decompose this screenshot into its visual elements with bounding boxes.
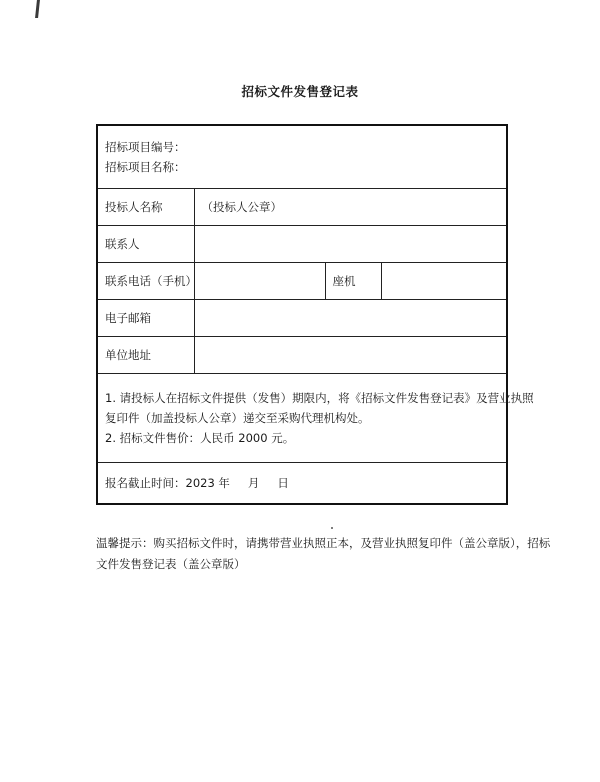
registration-form [96, 124, 534, 505]
deadline-row [97, 463, 507, 505]
scan-speck [331, 527, 333, 529]
notes-row [97, 374, 507, 463]
reminder-note [96, 533, 551, 575]
deadline-month: 月 [247, 476, 260, 490]
project-info-cell[interactable] [97, 125, 507, 189]
bidder-name-field[interactable] [194, 189, 507, 226]
note-1-line-2: 复印件（加盖投标人公章）递交至采购代理机构处。 [105, 411, 370, 425]
contact-field[interactable] [194, 226, 507, 263]
address-field[interactable] [194, 337, 507, 374]
email-field[interactable] [194, 300, 507, 337]
landline-field[interactable] [381, 263, 507, 300]
phone-field[interactable] [194, 263, 325, 300]
address-label: 单位地址 [97, 337, 194, 374]
contact-row [97, 226, 507, 263]
phone-label: 联系电话（手机） [97, 263, 194, 300]
contact-label: 联系人 [97, 226, 194, 263]
deadline-day: 日 [277, 476, 289, 490]
bidder-name-label: 投标人名称 [97, 189, 194, 226]
deadline-cell[interactable] [97, 463, 507, 505]
note-2: 2. 招标文件售价：人民币 2000 元。 [105, 431, 295, 445]
landline-label: 座机 [325, 263, 381, 300]
deadline-label: 报名截止时间：2023 年 [105, 476, 230, 490]
note-1-line-1: 1. 请投标人在招标文件提供（发售）期限内，将《招标文件发售登记表》及营业执照 [105, 391, 534, 405]
reminder-line-2: 文件发售登记表（盖公章版） [96, 557, 246, 571]
bidder-seal-hint: （投标人公章） [201, 200, 282, 214]
address-row [97, 337, 507, 374]
project-info-row [97, 125, 507, 189]
notes-cell [97, 374, 534, 463]
email-row [97, 300, 507, 337]
project-name-label: 招标项目名称： [105, 160, 186, 174]
email-label: 电子邮箱 [97, 300, 194, 337]
phone-row [97, 263, 507, 300]
bidder-name-row [97, 189, 507, 226]
project-number-label: 招标项目编号： [105, 140, 186, 154]
page-title: 招标文件发售登记表 [241, 84, 359, 99]
scan-edge-mark [35, 0, 40, 18]
reminder-line-1: 温馨提示：购买招标文件时，请携带营业执照正本，及营业执照复印件（盖公章版），招标 [96, 536, 551, 550]
